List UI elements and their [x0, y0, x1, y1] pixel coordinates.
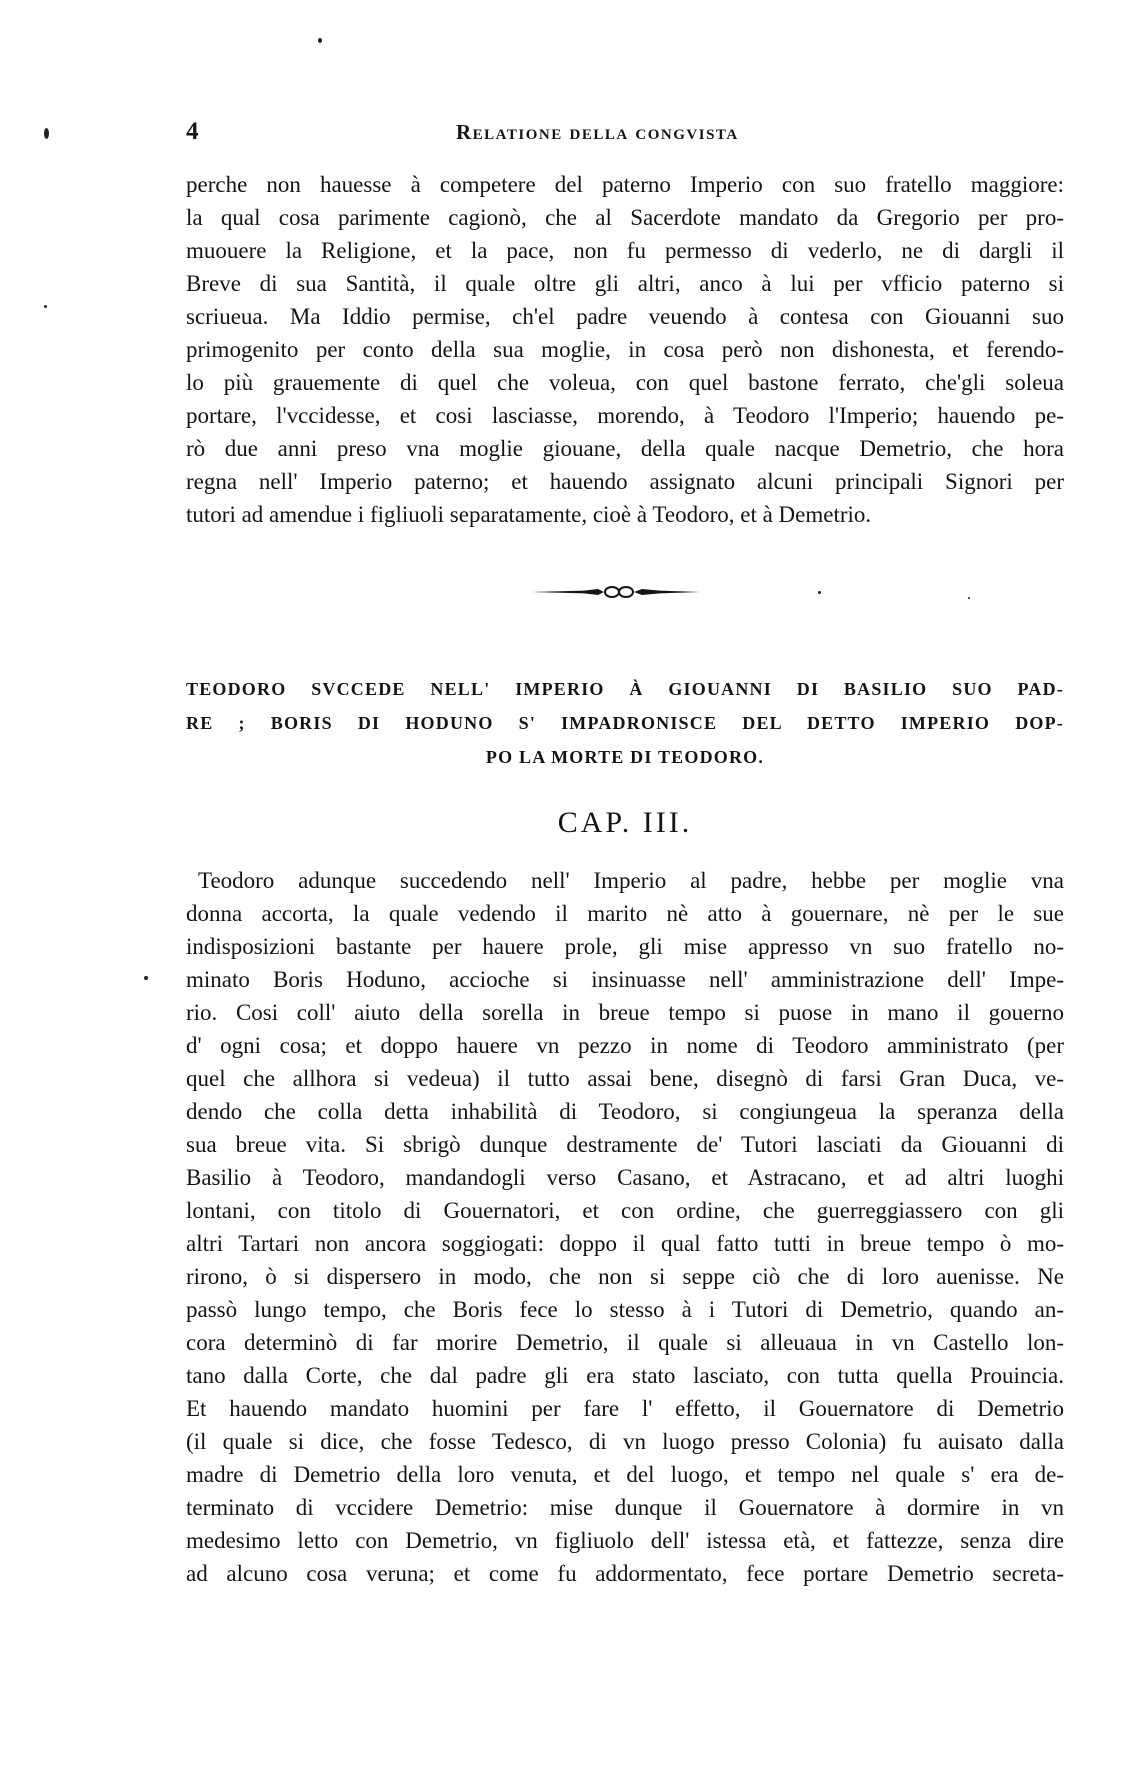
text-line: Basilio à Teodoro, mandandogli verso Casano, et Astracano, et ad altri luoghi: [186, 1165, 1064, 1190]
text-line: passò lungo tempo, che Boris fece lo stesso à i Tutori di Demetrio, quando an-: [186, 1297, 1064, 1322]
text-line: portare, l'vccidesse, et cosi lasciasse, morendo, à Teodoro l'Imperio; hauendo pe-: [186, 403, 1064, 428]
text-line: tutori ad amendue i figliuoli separatamente, cioè à Teodoro, et à Demetrio.: [186, 502, 872, 527]
text-line: perche non hauesse à competere del paterno Imperio con suo fratello maggiore:: [186, 172, 1064, 197]
text-line: minato Boris Hoduno, accioche si insinuasse nell' amministrazione dell' Impe-: [186, 967, 1064, 992]
text-line: scriueua. Ma Iddio permise, ch'el padre veuendo à contesa con Giouanni suo: [186, 304, 1064, 329]
text-line: tano dalla Corte, che dal padre gli era stato lasciato, con tutta quella Prouincia.: [186, 1363, 1064, 1388]
text-line: sua breue vita. Si sbrigò dunque destramente de' Tutori lasciati da Giouanni di: [186, 1132, 1064, 1157]
text-line: muouere la Religione, et la pace, non fu permesso di vederlo, ne di dargli il: [186, 238, 1064, 263]
text-line: altri Tartari non ancora soggiogati: doppo il qual fatto tutti in breue tempo ò mo-: [186, 1231, 1064, 1256]
text-line: dendo che colla detta inhabilità di Teodoro, si congiungeua la speranza della: [186, 1099, 1064, 1124]
text-line: rirono, ò si dispersero in modo, che non si seppe ciò che di loro auenisse. Ne: [186, 1264, 1064, 1289]
text-line: medesimo letto con Demetrio, vn figliuolo dell' istessa età, et fattezze, senza dire: [186, 1528, 1064, 1553]
text-line: lo più grauemente di quel che voleua, con quel bastone ferrato, che'gli soleua: [186, 370, 1064, 395]
chapter-heading: [186, 672, 1064, 774]
running-head: [186, 118, 1064, 152]
ink-speck: [818, 591, 821, 594]
paragraph-1: [186, 168, 1064, 531]
text-line: d' ogni cosa; et doppo hauere vn pezzo in nome di Teodoro amministrato (per: [186, 1033, 1064, 1058]
text-line: donna accorta, la quale vedendo il marito nè atto à gouernare, nè per le sue: [186, 901, 1064, 926]
text-line: lontani, con titolo di Gouernatori, et con ordine, che guerreggiassero con gli: [186, 1198, 1064, 1223]
ink-speck: [968, 597, 970, 599]
ink-speck: [44, 305, 47, 308]
ink-speck: [144, 976, 148, 980]
text-line: indisposizioni bastante per hauere prole, gli mise appresso vn suo fratello no-: [186, 934, 1064, 959]
text-line: terminato di vccidere Demetrio: mise dunque il Gouernatore à dormire in vn: [186, 1495, 1064, 1520]
ink-speck: [318, 38, 322, 43]
ink-speck: [44, 128, 49, 139]
ornamental-divider: [530, 584, 702, 600]
chapter-number: CAP. III.: [557, 806, 693, 839]
text-line: la qual cosa parimente cagionò, che al Sacerdote mandato da Gregorio per pro-: [186, 205, 1064, 230]
text-line: Et hauendo mandato huomini per fare l' effetto, il Gouernatore di Demetrio: [186, 1396, 1064, 1421]
page-number: 4: [186, 118, 199, 145]
text-line: quel che allhora si vedeua) il tutto assai bene, disegnò di farsi Gran Duca, ve-: [186, 1066, 1064, 1091]
paragraph-2: [186, 864, 1064, 1590]
text-line: (il quale si dice, che fosse Tedesco, di vn luogo presso Colonia) fu auisato dalla: [186, 1429, 1064, 1454]
text-line: rio. Cosi coll' aiuto della sorella in breue tempo si puose in mano il gouerno: [186, 1000, 1064, 1025]
heading-line: PO LA MORTE DI TEODORO.: [485, 747, 765, 767]
text-line: primogenito per conto della sua moglie, in cosa però non dishonesta, et ferendo-: [186, 337, 1064, 362]
text-line: madre di Demetrio della loro venuta, et del luogo, et tempo nel quale s' era de-: [186, 1462, 1064, 1487]
heading-line: RE ; BORIS DI HODUNO S' IMPADRONISCE DEL DETTO IMPERIO DOP-: [186, 713, 1064, 733]
text-line: ad alcuno cosa veruna; et come fu addormentato, fece portare Demetrio secreta-: [186, 1561, 1064, 1586]
text-line: rò due anni preso vna moglie giouane, della quale nacque Demetrio, che hora: [186, 436, 1064, 461]
text-line: Breve di sua Santità, il quale oltre gli altri, anco à lui per vfficio paterno si: [186, 271, 1064, 296]
running-title: Relatione della congvista: [456, 120, 739, 144]
text-line: regna nell' Imperio paterno; et hauendo assignato alcuni principali Signori per: [186, 469, 1064, 494]
text-line: Teodoro adunque succedendo nell' Imperio al padre, hebbe per moglie vna: [198, 868, 1064, 893]
heading-line: TEODORO SVCCEDE NELL' IMPERIO À GIOUANNI DI BASILIO SUO PAD-: [186, 679, 1064, 699]
text-line: cora determinò di far morire Demetrio, il quale si alleuaua in vn Castello lon-: [186, 1330, 1064, 1355]
